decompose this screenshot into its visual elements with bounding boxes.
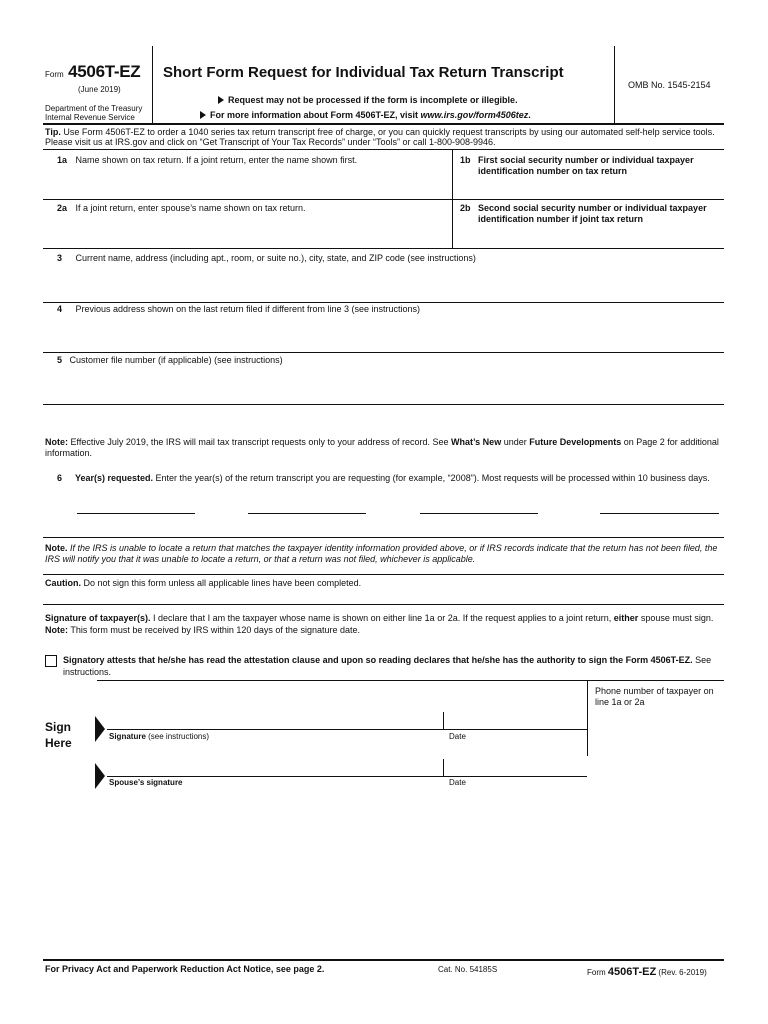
signature-declaration: [45, 612, 725, 636]
rule: [43, 352, 724, 353]
year-input-4[interactable]: [600, 497, 719, 514]
attestation-bold: Signatory attests that he/she has read the attestation clause and upon so reading declares that he/she has the authority to sign the Form 4506T-EZ.: [63, 655, 693, 665]
subtitle-2: [200, 110, 531, 120]
footer-rev: (Rev. 6-2019): [656, 968, 707, 977]
footer-form-number: 4506T-EZ: [607, 966, 657, 978]
year-input-3[interactable]: [420, 497, 538, 514]
signature-label-bold: Signature: [109, 732, 146, 741]
irs-link[interactable]: www.irs.gov/form4506tez: [420, 110, 529, 120]
note-mail: [45, 437, 725, 459]
declaration-text: This form must be received by IRS within 120 days of the signature date.: [68, 625, 360, 635]
form-date: (June 2019): [78, 85, 121, 94]
rule-vertical: [443, 759, 444, 776]
rule: [43, 404, 724, 405]
header-rule: [43, 123, 724, 125]
line-2b-text: Second social security number or individual taxpayer identification number if joint tax return: [478, 203, 707, 224]
line-1b-input[interactable]: [455, 180, 723, 198]
sign-here-arrow-icon: [95, 716, 107, 742]
form-word: Form: [45, 70, 64, 79]
rule: [43, 574, 724, 575]
line-2b-label: [460, 203, 738, 225]
line-6-text: Enter the year(s) of the return transcript you are requesting (for example, “2008”). Most requests will be processed within 10 business days.: [153, 473, 710, 483]
department: [45, 104, 142, 122]
caution: [45, 578, 361, 588]
rule: [107, 776, 587, 777]
line-2b-input[interactable]: [455, 228, 723, 246]
line-1a-num: 1a: [57, 155, 68, 165]
phone-input[interactable]: [595, 710, 723, 730]
privacy-notice: For Privacy Act and Paperwork Reduction Act Notice, see page 2.: [45, 964, 325, 974]
line-4-text: Previous address shown on the last return filed if different from line 3 (see instructions): [75, 304, 421, 314]
omb-number: OMB No. 1545-2154: [628, 80, 711, 90]
rule: [97, 680, 724, 681]
rule-vertical: [443, 712, 444, 729]
signature-label: [109, 732, 209, 741]
note-text: If the IRS is unable to locate a return that matches the taxpayer identity information provided above, or if IRS records indicate that the return has not been filed, the IRS will notify you that it was unable to locate a return, or that a return was not filed, whichever is applicable.: [45, 543, 718, 564]
spouse-signature-input[interactable]: [108, 759, 442, 776]
line-6-bold: Year(s) requested.: [75, 473, 154, 483]
attestation-see: See instructions.: [63, 655, 712, 677]
line-1b-text: First social security number or individual taxpayer identification number on tax return: [478, 155, 694, 176]
date-input-1[interactable]: [449, 712, 584, 729]
line-5-input[interactable]: [45, 368, 723, 402]
note-bold: What’s New: [451, 437, 502, 447]
declaration-bold: either: [613, 613, 639, 623]
arrow-right-icon: [218, 96, 224, 104]
rule: [43, 604, 724, 605]
line-4-label: [57, 304, 420, 314]
rule: [107, 729, 587, 730]
caution-text: Do not sign this form unless all applicable lines have been completed.: [81, 578, 362, 588]
signature-input[interactable]: [108, 712, 442, 729]
subtitle-1-text: Request may not be processed if the form is incomplete or illegible.: [228, 95, 518, 105]
line-2a-num: 2a: [57, 203, 68, 213]
line-2a-input[interactable]: [45, 216, 451, 246]
line-5-num: 5: [57, 355, 63, 365]
line-1b-num: 1b: [460, 155, 471, 165]
line-6-num: 6: [57, 473, 63, 483]
line-4-input[interactable]: [45, 317, 723, 351]
agency-name: Internal Revenue Service: [45, 113, 135, 122]
note-label: Note.: [45, 543, 68, 553]
form-label: [45, 62, 140, 82]
declaration-text: I declare that I am the taxpayer whose name is shown on either line 1a or 2a. If the request applies to a joint return,: [150, 613, 614, 623]
line-2a-label: [57, 203, 447, 213]
date-input-2[interactable]: [449, 759, 584, 776]
declaration-label: Signature of taxpayer(s).: [45, 613, 151, 623]
rule-vertical: [587, 680, 588, 756]
arrow-right-icon: [200, 111, 206, 119]
tip-label: Tip.: [45, 127, 61, 137]
line-4-num: 4: [57, 304, 63, 314]
declaration-bold: Note:: [45, 625, 68, 635]
line-3-label: [57, 253, 476, 263]
line-1a-input[interactable]: [45, 168, 451, 198]
form-number: 4506T-EZ: [68, 62, 141, 81]
note-text: Effective July 2019, the IRS will mail tax transcript requests only to your address of record. See: [68, 437, 452, 447]
spouse-signature-label: Spouse’s signature: [109, 778, 183, 787]
attestation-checkbox[interactable]: [45, 655, 57, 667]
footer-form-id: [587, 962, 707, 980]
attestation-text: [63, 654, 723, 678]
note-text: under: [501, 437, 530, 447]
phone-label: Phone number of taxpayer on line 1a or 2a: [595, 686, 714, 707]
date-label-2: Date: [449, 778, 466, 787]
line-2b-num: 2b: [460, 203, 471, 213]
sign-here-arrow-icon: [95, 763, 107, 789]
line-3-input[interactable]: [45, 266, 723, 300]
sign-here: [45, 719, 72, 751]
note-label: Note:: [45, 437, 68, 447]
rule: [43, 248, 724, 249]
tip: [45, 127, 725, 147]
date-label-1: Date: [449, 732, 466, 741]
cat-number: Cat. No. 54185S: [438, 965, 498, 974]
header-divider-left: [152, 46, 153, 124]
footer-form-word: Form: [587, 968, 608, 977]
caution-label: Caution.: [45, 578, 81, 588]
line-2a-text: If a joint return, enter spouse’s name shown on tax return.: [75, 203, 306, 213]
note-text: on Page 2 for additional information.: [45, 437, 719, 458]
subtitle-2-text: For more information about Form 4506T-EZ, visit: [210, 110, 421, 120]
rule: [43, 149, 724, 150]
year-input-2[interactable]: [248, 497, 366, 514]
department-name: Department of the Treasury: [45, 104, 143, 113]
declaration-text: spouse must sign.: [638, 613, 714, 623]
line-1b-label: [460, 155, 738, 177]
note-locate: [45, 543, 725, 565]
line-5-label: [57, 355, 283, 365]
rule: [43, 199, 724, 200]
line-5-text: Customer file number (if applicable) (see instructions): [69, 355, 283, 365]
header-divider-right: [614, 46, 615, 124]
line-3-text: Current name, address (including apt., room, or suite no.), city, state, and ZIP code (see instructions): [75, 253, 476, 263]
line-1a-text: Name shown on tax return. If a joint return, enter the name shown first.: [75, 155, 358, 165]
rule: [43, 537, 724, 538]
sign-word: Sign: [45, 720, 71, 734]
signature-label-note: (see instructions): [145, 732, 210, 741]
subtitle-2-end: .: [528, 110, 531, 120]
subtitle-1: [218, 95, 518, 105]
tip-text: Use Form 4506T-EZ to order a 1040 series tax return transcript free of charge, or you can quickly request transcripts by using our automated self-help service tools. Please visit us at IRS.gov and click on “Get Transcript of Your Tax Records” under “Tools” or call 1-800-908-9946.: [45, 127, 715, 147]
footer-rule: [43, 959, 724, 961]
year-input-1[interactable]: [77, 497, 195, 514]
header: [0, 0, 768, 124]
line-1a-label: [57, 155, 447, 165]
note-bold: Future Developments: [529, 437, 622, 447]
form-title: Short Form Request for Individual Tax Return Transcript: [163, 64, 564, 81]
rule: [43, 302, 724, 303]
line-6-label: [57, 472, 743, 484]
line-3-num: 3: [57, 253, 63, 263]
here-word: Here: [45, 736, 72, 750]
